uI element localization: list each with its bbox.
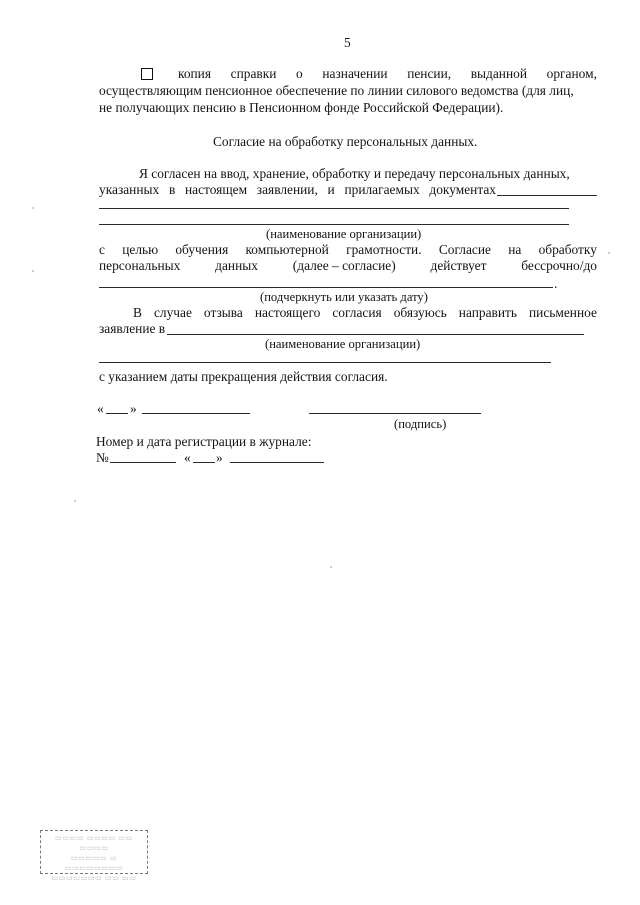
revoke-word: случае [153,305,192,320]
scan-speck [330,566,332,568]
documents-fill-line[interactable] [497,195,597,196]
revoke-line-1 [133,305,597,321]
signature-caption: (подпись) [394,417,447,431]
purpose-word: на [508,242,522,257]
item-line-2: осуществляющим пенсионное обеспечение по линии силового ведомства (для лиц, [99,83,574,98]
consent-word: заявлении, [256,182,318,197]
scan-speck [32,270,34,272]
registration-close-quote: » [216,450,223,465]
revoke-word: согласия [332,305,382,320]
purpose-word: грамотности. [346,242,422,257]
term-word: (далее – согласие) [292,258,396,273]
registration-number-fill-line[interactable] [110,462,176,463]
item-word: о [296,66,303,81]
consent-line-2 [99,182,496,198]
organization-fill-line-2[interactable] [99,224,569,225]
number-sign: № [96,450,109,465]
item-word: копия [178,66,212,81]
date-day-fill-line[interactable] [106,413,128,414]
purpose-word: обучения [175,242,229,257]
term-line [99,258,597,274]
checkbox-icon[interactable] [141,68,153,80]
item-line-3: не получающих пенсию в Пенсионном фонде Российской Федерации). [99,100,504,115]
item-word: назначении [322,66,388,81]
term-word: бессрочно/до [521,258,597,273]
purpose-word: Согласие [438,242,491,257]
revoke-word: обязуюсь [393,305,447,320]
registration-date-fill-line[interactable] [230,462,324,463]
item-word: выданной [470,66,528,81]
consent-word: прилагаемых [344,182,420,197]
organization-caption-2: (наименование организации) [265,337,421,351]
item-line-1 [178,66,597,82]
page-number: 5 [344,35,351,50]
date-month-year-fill-line[interactable] [142,413,250,414]
item-word: органом, [546,66,597,81]
organization-fill-line-1[interactable] [99,208,569,209]
purpose-word: с [99,242,105,257]
term-date-fill-line[interactable] [99,287,553,288]
termination-text: с указанием даты прекращения действия согласия. [99,369,388,384]
revoke-word: отзыва [203,305,243,320]
item-word: справки [230,66,277,81]
purpose-word: целью [122,242,159,257]
purpose-line [99,242,597,258]
purpose-word: компьютерной [245,242,329,257]
signature-fill-line[interactable] [309,413,481,414]
date-caption: (подчеркнуть или указать дату) [260,290,428,304]
registration-open-quote: « [184,450,191,465]
consent-title: Согласие на обработку персональных данных. [213,134,478,149]
registration-title: Номер и дата регистрации в журнале: [96,434,312,449]
item-word: пенсии, [407,66,452,81]
date-open-quote: « [97,401,104,416]
organization-caption-1: (наименование организации) [266,227,422,241]
revoke-organization-fill-line[interactable] [167,334,584,335]
scan-speck [608,252,610,254]
revoke-line-2-label: заявление в [99,321,166,336]
consent-word: документах [429,182,496,197]
scan-speck [32,207,34,209]
consent-word: указанных [99,182,160,197]
registration-day-fill-line[interactable] [193,462,215,463]
consent-word: в [168,182,176,197]
date-close-quote: » [130,401,137,416]
purpose-word: обработку [538,242,597,257]
consent-line-1: Я согласен на ввод, хранение, обработку и передачу персональных данных, [139,166,570,181]
revoke-word: направить [458,305,517,320]
revoke-word: В [133,305,142,320]
term-word: действует [430,258,487,273]
revoke-organization-fill-line-2[interactable] [99,362,551,363]
term-end-period: . [554,276,558,291]
term-word: данных [215,258,258,273]
archive-stamp: ▭▭▭▭ ▭▭▭▭ ▭▭ ▭▭▭▭ ▭▭▭▭▭ ▭ ▭▭▭▭▭▭▭▭ ▭▭▭▭▭▭▭ ▭▭ ▭▭ [40,830,148,874]
consent-word: и [327,182,335,197]
revoke-word: письменное [529,305,597,320]
term-word: персональных [99,258,181,273]
scan-speck [74,500,76,502]
consent-word: настоящем [185,182,248,197]
revoke-word: настоящего [254,305,321,320]
